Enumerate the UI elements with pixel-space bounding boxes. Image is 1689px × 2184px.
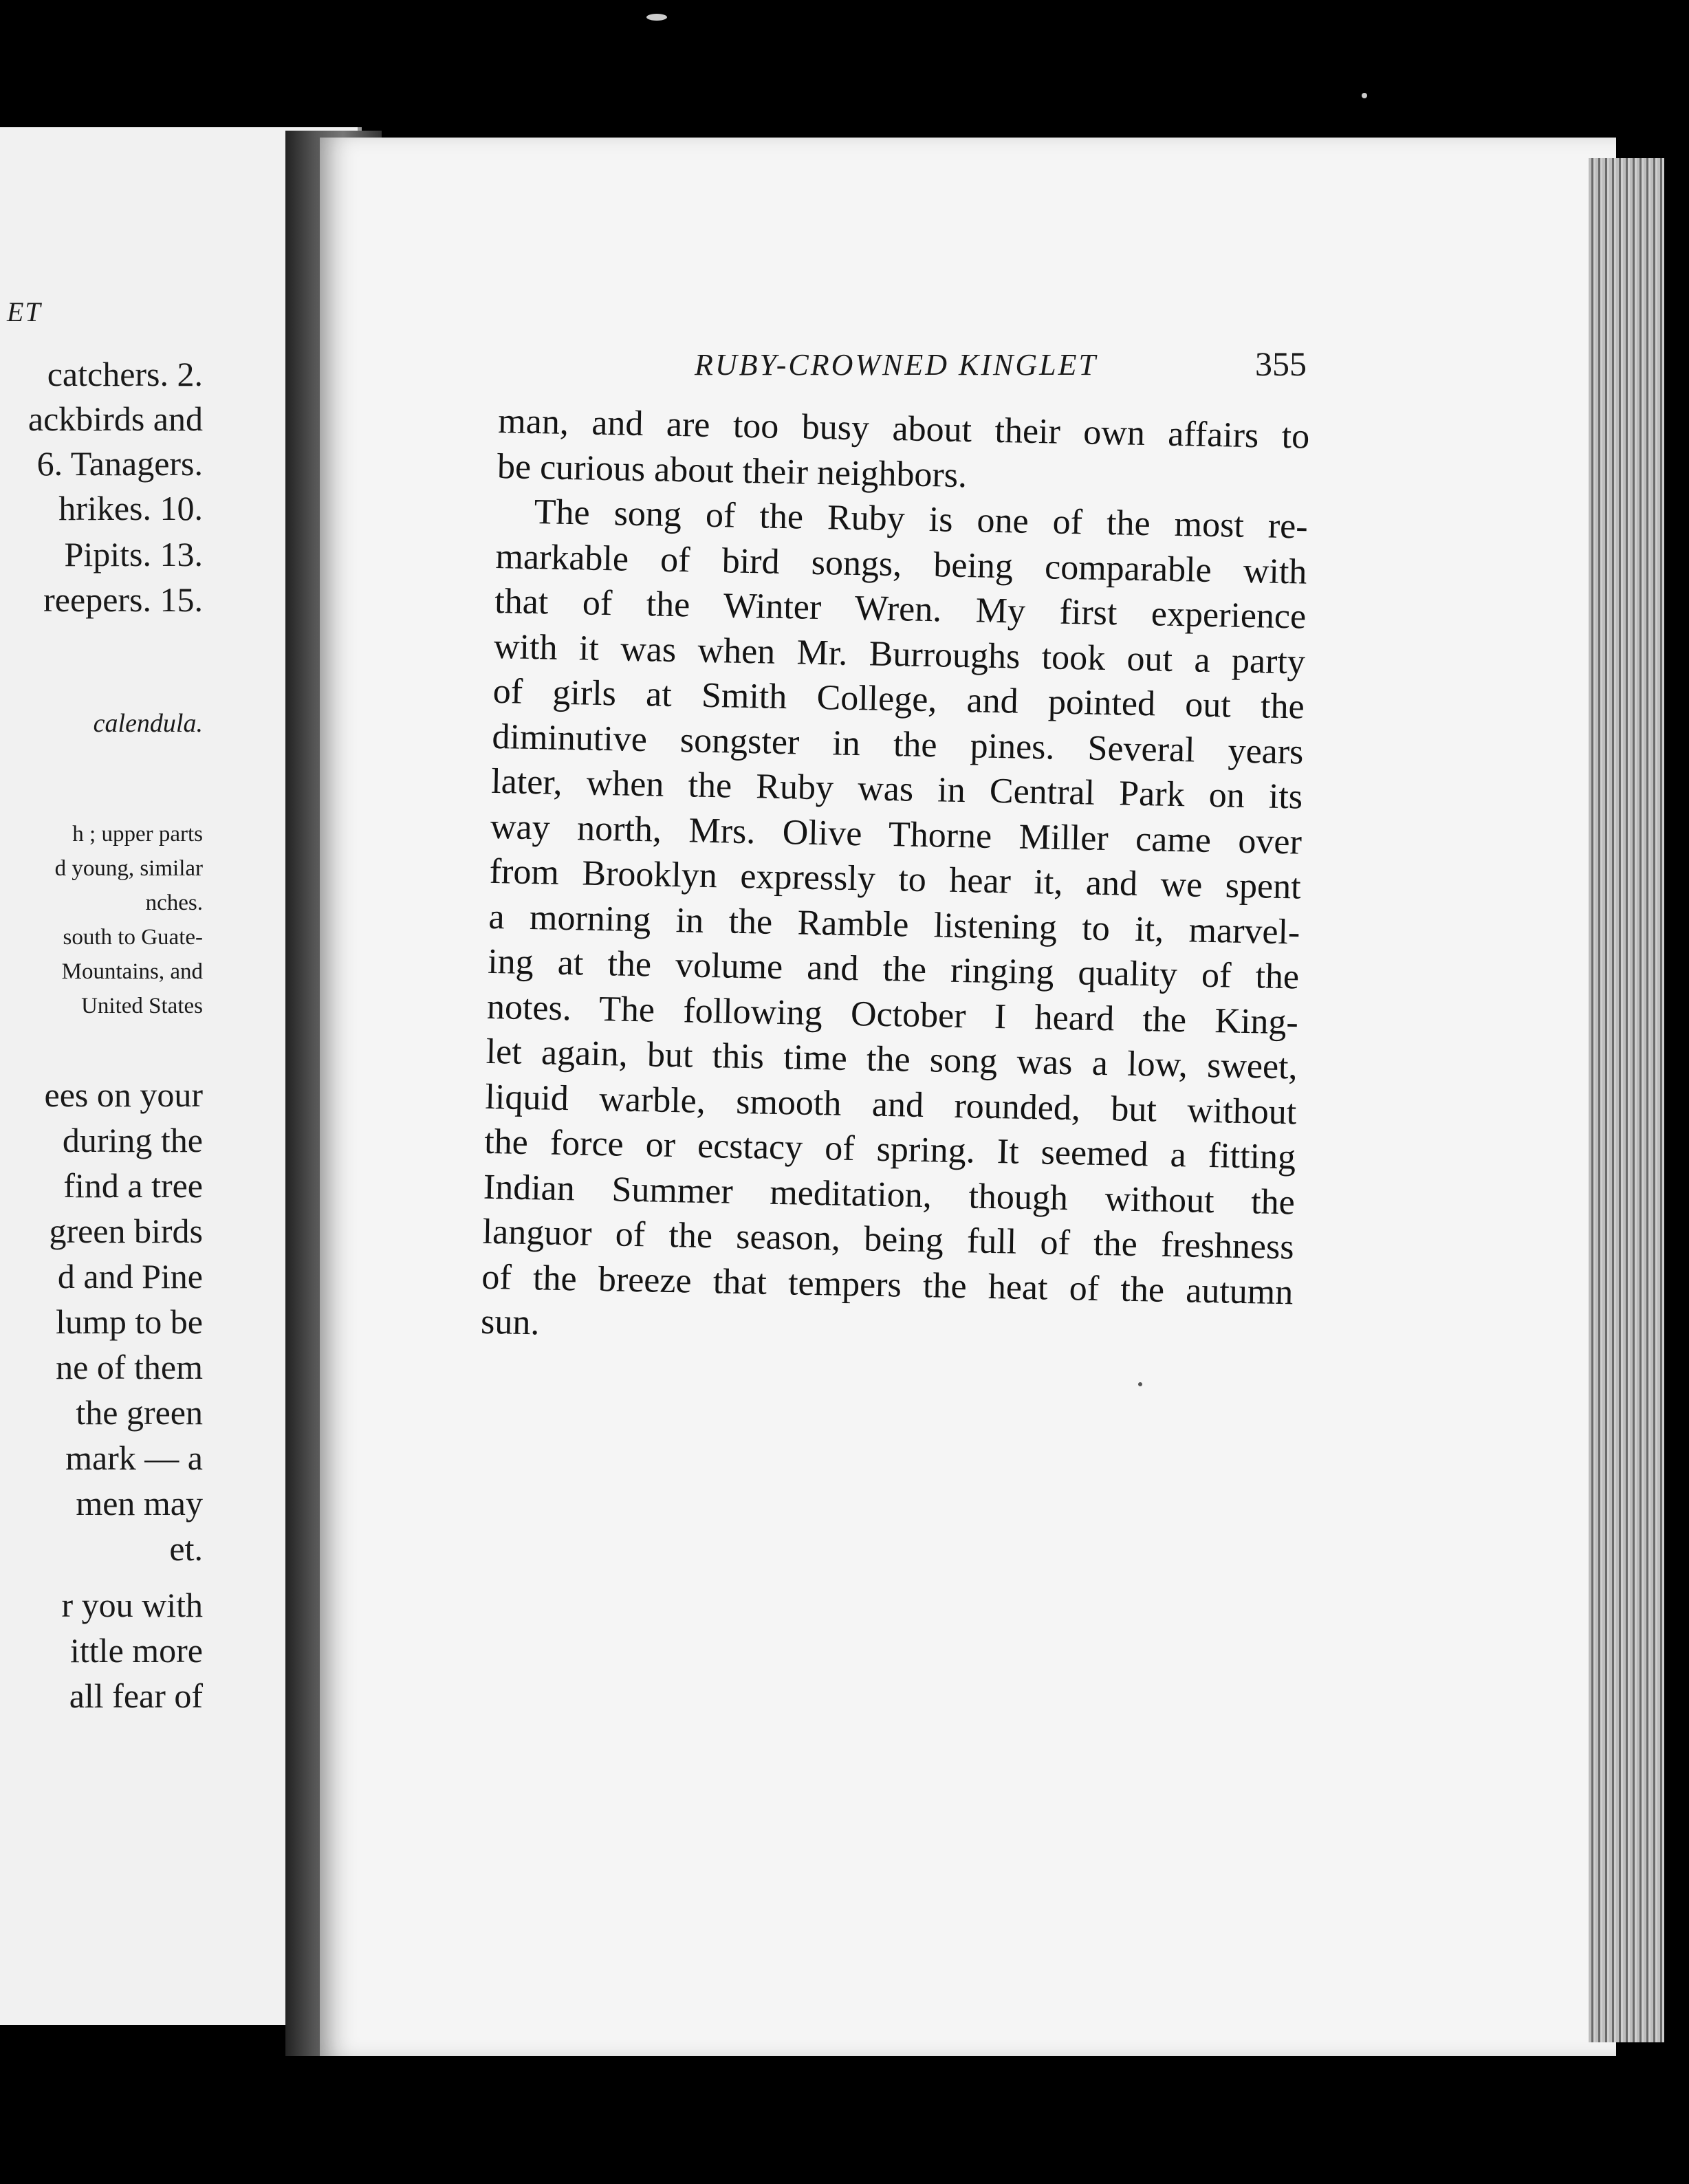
text-line: later, when the Ruby was in Central Park on its <box>490 761 1303 817</box>
left-line: catchers. 2. <box>47 355 203 393</box>
left-line: ittle more <box>70 1631 203 1670</box>
left-line: ne of them <box>56 1348 203 1386</box>
left-line: lump to be <box>56 1302 203 1341</box>
text-line: The song of the Ruby is one of the most re- <box>534 492 1309 547</box>
page-number: 355 <box>1255 345 1307 383</box>
text-line: be curious about their neighbors. <box>497 446 968 495</box>
left-line: ackbirds and <box>28 400 203 438</box>
text-line: Indian Summer meditation, though without the <box>483 1167 1296 1222</box>
text-line: let again, but this time the song was a low, sweet, <box>486 1031 1298 1087</box>
scan-speck <box>1362 93 1367 98</box>
text-line: diminutive songster in the pines. Several years <box>492 717 1304 772</box>
text-line: markable of bird songs, being comparable with <box>495 536 1307 592</box>
text-line: liquid warble, smooth and rounded, but without <box>484 1077 1297 1132</box>
text-line: of girls at Smith College, and pointed out the <box>492 671 1305 727</box>
running-head: RUBY-CROWNED KINGLET <box>695 348 1098 382</box>
text-line: notes. The following October I heard the King- <box>486 987 1299 1042</box>
text-line: with it was when Mr. Burroughs took out a party <box>493 626 1306 682</box>
left-line: green birds <box>49 1212 203 1250</box>
text-line: languor of the season, being full of the freshness <box>482 1212 1295 1267</box>
left-line: mark — a <box>65 1439 203 1477</box>
left-line: et. <box>169 1529 203 1568</box>
left-line: h ; upper parts <box>72 822 203 847</box>
page-edges <box>1589 158 1664 2042</box>
left-line: d and Pine <box>57 1257 203 1296</box>
scan-speck <box>646 14 667 21</box>
left-line: south to Guate- <box>63 925 203 950</box>
text-line: the force or ecstacy of spring. It seemed a fitting <box>483 1122 1296 1177</box>
body-text <box>481 399 1310 1360</box>
text-line: way north, Mrs. Olive Thorne Miller came over <box>490 807 1303 862</box>
left-running-head: ET <box>7 296 42 327</box>
left-line: ees on your <box>44 1075 203 1114</box>
left-line: United States <box>81 994 203 1018</box>
left-line: Mountains, and <box>61 959 203 984</box>
text-line: sun. <box>480 1302 541 1343</box>
text-line: that of the Winter Wren. My first experience <box>494 581 1307 637</box>
left-line: d young, similar <box>54 856 203 881</box>
text-line: ing at the volume and the ringing quality of the <box>487 941 1300 997</box>
left-line: calendula. <box>93 709 203 738</box>
left-line: hrikes. 10. <box>58 489 203 527</box>
scan-speck <box>1138 1382 1142 1386</box>
left-line: r you with <box>61 1586 203 1624</box>
text-line: of the breeze that tempers the heat of the autumn <box>481 1257 1294 1312</box>
left-line: nches. <box>145 891 203 915</box>
left-line: find a tree <box>63 1166 203 1205</box>
left-line: all fear of <box>69 1677 203 1715</box>
left-line: reepers. 15. <box>43 580 203 619</box>
text-line: from Brooklyn expressly to hear it, and we spent <box>489 851 1302 907</box>
text-line: a morning in the Ramble listening to it, marvel- <box>488 897 1300 952</box>
left-line: Pipits. 13. <box>64 535 203 574</box>
text-line: man, and are too busy about their own affairs to <box>497 401 1310 457</box>
left-line: 6. Tanagers. <box>36 444 203 483</box>
left-line: during the <box>62 1121 203 1159</box>
left-line: men may <box>76 1484 203 1522</box>
left-line: the green <box>76 1393 203 1432</box>
